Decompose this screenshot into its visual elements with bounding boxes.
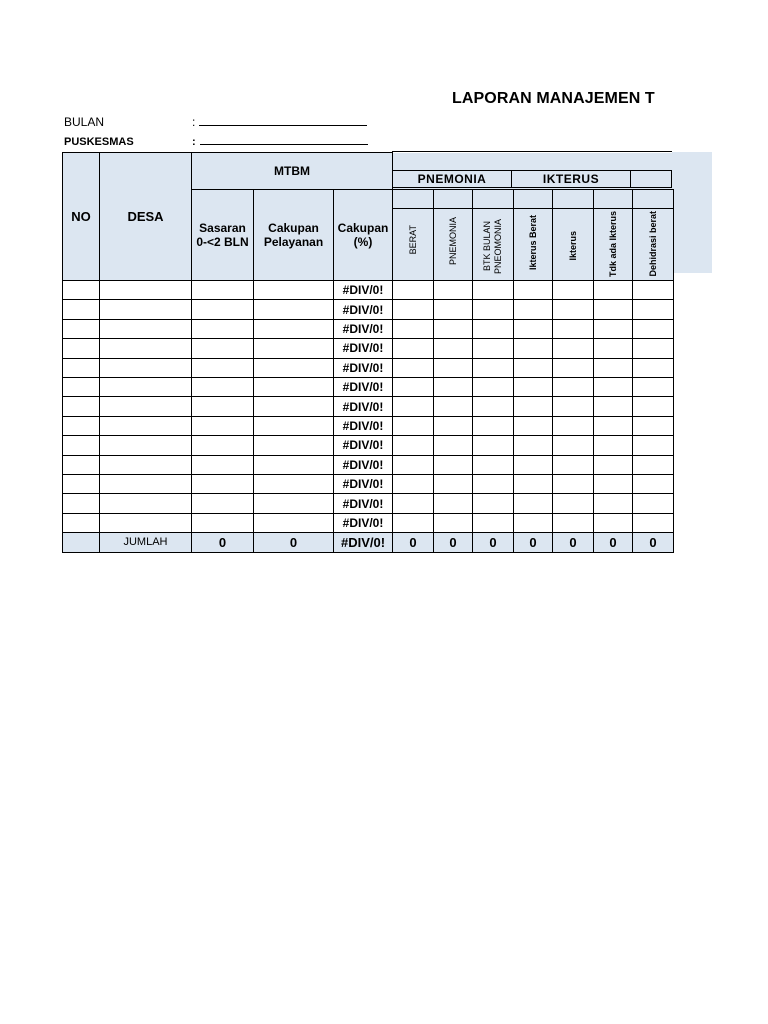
table-body [63, 281, 674, 552]
table-cell[interactable] [514, 281, 553, 300]
table-cell[interactable] [594, 300, 633, 319]
table-cell[interactable] [434, 416, 473, 435]
table-cell[interactable] [633, 339, 674, 358]
table-cell[interactable] [434, 377, 473, 396]
table-cell[interactable] [553, 416, 594, 435]
table-cell[interactable] [553, 281, 594, 300]
table-cell[interactable] [553, 513, 594, 532]
total-tdk-ada-ikterus: 0 [594, 533, 633, 552]
table-cell[interactable] [254, 436, 334, 455]
table-cell[interactable] [434, 300, 473, 319]
table-cell[interactable] [192, 397, 254, 416]
table-cell[interactable] [633, 281, 674, 300]
table-cell[interactable] [594, 436, 633, 455]
header-dehidrasi-top [631, 170, 672, 188]
table-row [63, 455, 674, 474]
table-cell[interactable] [633, 397, 674, 416]
table-cell[interactable] [254, 494, 334, 513]
table-cell[interactable] [434, 494, 473, 513]
header-pnemonia-sub: PNEMONIA [434, 190, 473, 281]
puskesmas-input-line[interactable] [200, 134, 368, 145]
table-cell[interactable] [633, 436, 674, 455]
table-cell[interactable] [100, 397, 192, 416]
table-cell[interactable] [254, 339, 334, 358]
table-row [63, 319, 674, 338]
total-dehidrasi-berat: 0 [633, 533, 674, 552]
table-row [63, 494, 674, 513]
table-cell[interactable] [100, 416, 192, 435]
table-cell[interactable] [553, 474, 594, 493]
cakupan-pct-cell[interactable]: #DIV/0! [334, 436, 393, 455]
table-row [63, 300, 674, 319]
cakupan-pct-cell[interactable]: #DIV/0! [334, 281, 393, 300]
table-cell[interactable] [192, 300, 254, 319]
cakupan-pct-cell[interactable]: #DIV/0! [334, 319, 393, 338]
table-cell[interactable] [254, 474, 334, 493]
table-cell[interactable] [393, 300, 434, 319]
table-cell[interactable] [594, 339, 633, 358]
table-cell[interactable] [192, 513, 254, 532]
table-cell[interactable] [192, 377, 254, 396]
puskesmas-label: PUSKESMAS [64, 136, 134, 148]
table-cell[interactable] [254, 300, 334, 319]
table-cell[interactable] [633, 377, 674, 396]
table-cell[interactable] [393, 513, 434, 532]
table-cell[interactable] [553, 455, 594, 474]
cakupan-pct-cell[interactable]: #DIV/0! [334, 377, 393, 396]
table-cell[interactable] [254, 377, 334, 396]
table-cell[interactable] [63, 416, 100, 435]
header-btk-bulan-pneomonia: BTK BULAN PNEOMONIA [473, 190, 514, 281]
table-cell[interactable] [514, 474, 553, 493]
table-cell[interactable] [514, 300, 553, 319]
table-cell[interactable] [473, 281, 514, 300]
table-cell[interactable] [63, 397, 100, 416]
header-pnemonia: PNEMONIA [392, 170, 512, 188]
table-cell[interactable] [553, 358, 594, 377]
table-cell[interactable] [393, 397, 434, 416]
table-cell[interactable] [434, 513, 473, 532]
table-cell[interactable] [100, 494, 192, 513]
header-no: NO [63, 153, 100, 281]
table-cell[interactable] [514, 494, 553, 513]
table-cell[interactable] [553, 436, 594, 455]
report-table [62, 152, 674, 553]
table-cell[interactable] [63, 436, 100, 455]
table-cell[interactable] [514, 397, 553, 416]
table-cell[interactable] [473, 494, 514, 513]
table-cell[interactable] [473, 397, 514, 416]
table-cell[interactable] [63, 474, 100, 493]
table-row [63, 436, 674, 455]
table-cell[interactable] [393, 281, 434, 300]
total-sasaran: 0 [192, 533, 254, 552]
table-cell[interactable] [473, 300, 514, 319]
table-row [63, 358, 674, 377]
total-row [63, 533, 674, 552]
total-ikterus: 0 [553, 533, 594, 552]
table-cell[interactable] [393, 474, 434, 493]
table-cell[interactable] [192, 358, 254, 377]
cakupan-pct-cell[interactable]: #DIV/0! [334, 513, 393, 532]
cakupan-pct-cell[interactable]: #DIV/0! [334, 300, 393, 319]
group-header-strip [392, 170, 672, 188]
table-cell[interactable] [633, 513, 674, 532]
table-cell[interactable] [393, 339, 434, 358]
table-cell[interactable] [192, 455, 254, 474]
table-cell[interactable] [100, 377, 192, 396]
total-pnemonia: 0 [434, 533, 473, 552]
table-cell[interactable] [473, 436, 514, 455]
table-cell[interactable] [434, 281, 473, 300]
header-tdk-ada-ikterus: Tdk ada Ikterus [594, 190, 633, 281]
total-btk: 0 [473, 533, 514, 552]
table-cell[interactable] [594, 474, 633, 493]
table-cell[interactable] [63, 494, 100, 513]
table-cell[interactable] [63, 377, 100, 396]
table-cell[interactable] [192, 416, 254, 435]
table-cell[interactable] [473, 513, 514, 532]
header-cakupan-pct: Cakupan (%) [334, 190, 393, 281]
cakupan-pct-cell[interactable]: #DIV/0! [334, 416, 393, 435]
table-row [63, 281, 674, 300]
table-cell[interactable] [192, 339, 254, 358]
table-cell[interactable] [100, 474, 192, 493]
table-cell[interactable] [393, 436, 434, 455]
table-cell[interactable] [473, 377, 514, 396]
cakupan-pct-cell[interactable]: #DIV/0! [334, 397, 393, 416]
table-cell[interactable] [473, 319, 514, 338]
table-row [63, 416, 674, 435]
table-cell[interactable] [434, 436, 473, 455]
table-cell[interactable] [594, 319, 633, 338]
table-cell[interactable] [633, 300, 674, 319]
bulan-colon: : [192, 115, 196, 129]
table-cell[interactable] [514, 377, 553, 396]
table-cell[interactable] [514, 436, 553, 455]
table-row [63, 339, 674, 358]
table-cell[interactable] [393, 319, 434, 338]
table-cell[interactable] [514, 319, 553, 338]
bulan-label: BULAN [64, 115, 105, 129]
table-cell[interactable] [633, 416, 674, 435]
table-cell[interactable] [434, 455, 473, 474]
table-cell[interactable] [63, 455, 100, 474]
table-cell[interactable] [100, 281, 192, 300]
table-cell[interactable] [192, 474, 254, 493]
table-cell[interactable] [514, 358, 553, 377]
table-cell[interactable] [594, 416, 633, 435]
table-cell[interactable] [254, 416, 334, 435]
cakupan-pct-cell[interactable]: #DIV/0! [334, 474, 393, 493]
table-cell[interactable] [192, 494, 254, 513]
table-row [63, 397, 674, 416]
table-cell[interactable] [393, 377, 434, 396]
table-cell[interactable] [393, 494, 434, 513]
table-cell[interactable] [594, 358, 633, 377]
table-cell[interactable] [473, 455, 514, 474]
puskesmas-colon: : [192, 136, 196, 148]
header-berat: BERAT [393, 190, 434, 281]
table-cell[interactable] [100, 455, 192, 474]
table-cell[interactable] [553, 339, 594, 358]
header-sasaran: Sasaran 0-<2 BLN [192, 190, 254, 281]
table-cell[interactable] [254, 513, 334, 532]
table-row [63, 377, 674, 396]
cakupan-pct-cell[interactable]: #DIV/0! [334, 455, 393, 474]
table-cell[interactable] [192, 281, 254, 300]
table-cell[interactable] [63, 513, 100, 532]
table-cell[interactable] [254, 397, 334, 416]
total-cakupan-pct: #DIV/0! [334, 533, 393, 552]
total-label: JUMLAH [100, 533, 192, 552]
total-ikterus-berat: 0 [514, 533, 553, 552]
table-cell[interactable] [514, 513, 553, 532]
header-overflow-fill [672, 152, 712, 273]
table-cell[interactable] [100, 339, 192, 358]
table-cell[interactable] [100, 436, 192, 455]
table-cell[interactable] [594, 281, 633, 300]
total-no-cell [63, 533, 100, 552]
table-cell[interactable] [63, 300, 100, 319]
table-cell[interactable] [633, 474, 674, 493]
bulan-row [64, 115, 367, 129]
header-ikterus-sub: Ikterus [553, 190, 594, 281]
table-cell[interactable] [514, 339, 553, 358]
cakupan-pct-cell[interactable]: #DIV/0! [334, 339, 393, 358]
table-cell[interactable] [192, 319, 254, 338]
table-cell[interactable] [63, 319, 100, 338]
table-cell[interactable] [434, 339, 473, 358]
table-cell[interactable] [254, 281, 334, 300]
table-cell[interactable] [473, 474, 514, 493]
header-cakupan-pelayanan: Cakupan Pelayanan [254, 190, 334, 281]
header-dehidrasi-berat: Dehidrasi berat [633, 190, 674, 281]
table-cell[interactable] [63, 281, 100, 300]
table-cell[interactable] [254, 319, 334, 338]
table-cell[interactable] [393, 358, 434, 377]
table-cell[interactable] [393, 416, 434, 435]
table-cell[interactable] [514, 455, 553, 474]
bulan-input-line[interactable] [199, 115, 367, 126]
table-cell[interactable] [594, 397, 633, 416]
table-cell[interactable] [594, 494, 633, 513]
table-row [63, 513, 674, 532]
total-berat: 0 [393, 533, 434, 552]
table-cell[interactable] [100, 358, 192, 377]
table-cell[interactable] [473, 416, 514, 435]
header-mtbm: MTBM [192, 153, 393, 190]
total-cakupan-pelayanan: 0 [254, 533, 334, 552]
table-cell[interactable] [514, 416, 553, 435]
table-cell[interactable] [553, 319, 594, 338]
table-cell[interactable] [254, 358, 334, 377]
table-cell[interactable] [473, 358, 514, 377]
cakupan-pct-cell[interactable]: #DIV/0! [334, 358, 393, 377]
table-cell[interactable] [434, 397, 473, 416]
table-cell[interactable] [594, 377, 633, 396]
table-cell[interactable] [393, 455, 434, 474]
table-cell[interactable] [594, 455, 633, 474]
table-cell[interactable] [553, 300, 594, 319]
report-title: LAPORAN MANAJEMEN T [452, 90, 655, 107]
table-cell[interactable] [553, 494, 594, 513]
puskesmas-row [64, 134, 368, 148]
header-ikterus: IKTERUS [512, 170, 631, 188]
table-cell[interactable] [594, 513, 633, 532]
table-cell[interactable] [100, 513, 192, 532]
table-cell[interactable] [63, 358, 100, 377]
table-cell[interactable] [633, 455, 674, 474]
table-row [63, 474, 674, 493]
table-cell[interactable] [434, 474, 473, 493]
table-cell[interactable] [633, 319, 674, 338]
table-cell[interactable] [63, 339, 100, 358]
table-cell[interactable] [434, 319, 473, 338]
table-cell[interactable] [254, 455, 334, 474]
cakupan-pct-cell[interactable]: #DIV/0! [334, 494, 393, 513]
table-cell[interactable] [434, 358, 473, 377]
table-cell[interactable] [633, 494, 674, 513]
table-cell[interactable] [553, 397, 594, 416]
table-cell[interactable] [100, 300, 192, 319]
header-desa: DESA [100, 153, 192, 281]
table-cell[interactable] [553, 377, 594, 396]
table-cell[interactable] [633, 358, 674, 377]
table-cell[interactable] [192, 436, 254, 455]
table-cell[interactable] [100, 319, 192, 338]
header-ikterus-berat: Ikterus Berat [514, 190, 553, 281]
table-cell[interactable] [473, 339, 514, 358]
